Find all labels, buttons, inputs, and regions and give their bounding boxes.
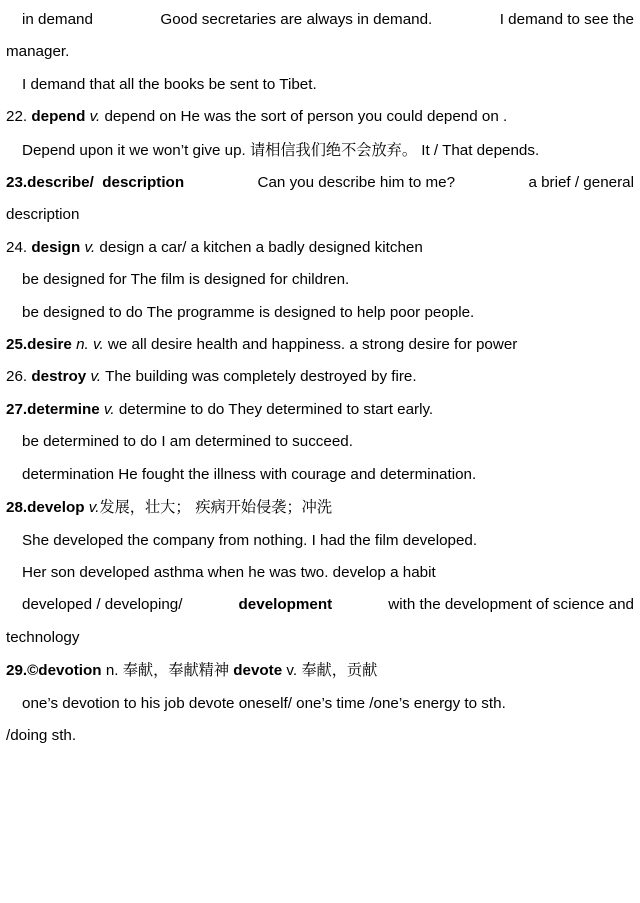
text-run: Her son developed asthma when he was two. develop a habit bbox=[22, 563, 436, 581]
text-run: design bbox=[31, 238, 81, 256]
text-run: description bbox=[6, 206, 80, 224]
document-line bbox=[6, 167, 634, 199]
document-line bbox=[6, 394, 634, 426]
text-run: be designed to do The programme is designed to help poor people. bbox=[22, 303, 475, 321]
document-line bbox=[6, 459, 634, 491]
document-line bbox=[6, 101, 634, 133]
text-run: Depend upon it we won’t give up. bbox=[22, 141, 250, 159]
text-run: determine to do They determined to start early. bbox=[114, 400, 434, 418]
text-run: one’s devotion to his job devote oneself/ one’s time /one’s energy to sth. bbox=[22, 694, 506, 712]
text-run: 28.develop bbox=[6, 499, 85, 517]
text-run: 请相信我们绝不会放弃。 bbox=[249, 140, 418, 159]
document-body bbox=[6, 4, 634, 752]
text-run: 29.©devotion bbox=[6, 662, 102, 680]
text-run: 奉献，贡献 bbox=[301, 661, 378, 680]
text-run: a brief / general bbox=[528, 174, 634, 192]
text-run: v. bbox=[84, 499, 100, 517]
text-run: development bbox=[238, 596, 333, 614]
document-line bbox=[6, 69, 634, 101]
document-line bbox=[6, 426, 634, 458]
text-run: 27.determine bbox=[6, 400, 100, 418]
text-run: v. bbox=[86, 368, 102, 386]
text-run: The building was completely destroyed by fire. bbox=[101, 368, 417, 386]
document-line bbox=[6, 36, 634, 68]
text-run: design a car/ a kitchen a badly designed kitchen bbox=[95, 238, 423, 256]
document-line bbox=[6, 329, 634, 361]
text-run: 26. bbox=[6, 368, 32, 386]
document-line bbox=[6, 557, 634, 589]
document-line bbox=[6, 622, 634, 654]
text-run: 22. bbox=[6, 108, 32, 126]
text-run: developed / developing/ bbox=[22, 596, 183, 614]
text-run: Good secretaries are always in demand. bbox=[160, 11, 433, 28]
text-run: devote bbox=[229, 662, 283, 680]
text-run: destroy bbox=[31, 368, 87, 386]
document-line bbox=[6, 654, 634, 687]
text-run: Can you describe him to me? bbox=[257, 174, 456, 192]
text-run: v. bbox=[282, 662, 302, 680]
document-line bbox=[6, 4, 634, 36]
text-run: be designed for The film is designed for children. bbox=[22, 271, 350, 289]
document-line bbox=[6, 232, 634, 264]
text-run: She developed the company from nothing. I had the film developed. bbox=[22, 531, 478, 549]
text-run: I demand that all the books be sent to Tibet. bbox=[22, 75, 317, 93]
document-line bbox=[6, 134, 634, 167]
document-line bbox=[6, 491, 634, 524]
text-run: n. bbox=[101, 662, 123, 680]
text-run: n. v. bbox=[71, 336, 104, 354]
document-line bbox=[6, 589, 634, 621]
text-run: It / That depends. bbox=[417, 141, 540, 159]
document-line bbox=[6, 361, 634, 393]
text-run: in demand bbox=[22, 11, 93, 28]
text-run: v. bbox=[80, 238, 96, 256]
text-run: v. bbox=[85, 108, 101, 126]
text-run: 24. bbox=[6, 238, 32, 256]
text-run: 奉献，奉献精神 bbox=[122, 661, 230, 680]
text-run: 25.desire bbox=[6, 336, 72, 354]
text-run: be determined to do I am determined to succeed. bbox=[22, 433, 353, 451]
text-run: /doing sth. bbox=[6, 726, 77, 744]
text-run: I demand to see the bbox=[499, 11, 634, 28]
text-run: 23.describe/ description bbox=[6, 174, 185, 192]
text-run: depend bbox=[31, 108, 86, 126]
text-run: v. bbox=[99, 400, 115, 418]
text-run: 发展，壮大； 疾病开始侵袭；冲洗 bbox=[99, 498, 333, 517]
document-line bbox=[6, 199, 634, 231]
text-run: manager. bbox=[6, 43, 70, 61]
document-line bbox=[6, 688, 634, 720]
text-run: determination He fought the illness with courage and determination. bbox=[22, 465, 477, 483]
document-line bbox=[6, 525, 634, 557]
text-run: technology bbox=[6, 628, 80, 646]
document-line bbox=[6, 720, 634, 752]
document-line bbox=[6, 297, 634, 329]
text-run: we all desire health and happiness. a strong desire for power bbox=[103, 336, 518, 354]
text-run: depend on He was the sort of person you could depend on . bbox=[100, 108, 508, 126]
text-run: with the development of science and bbox=[388, 596, 634, 614]
document-line bbox=[6, 264, 634, 296]
